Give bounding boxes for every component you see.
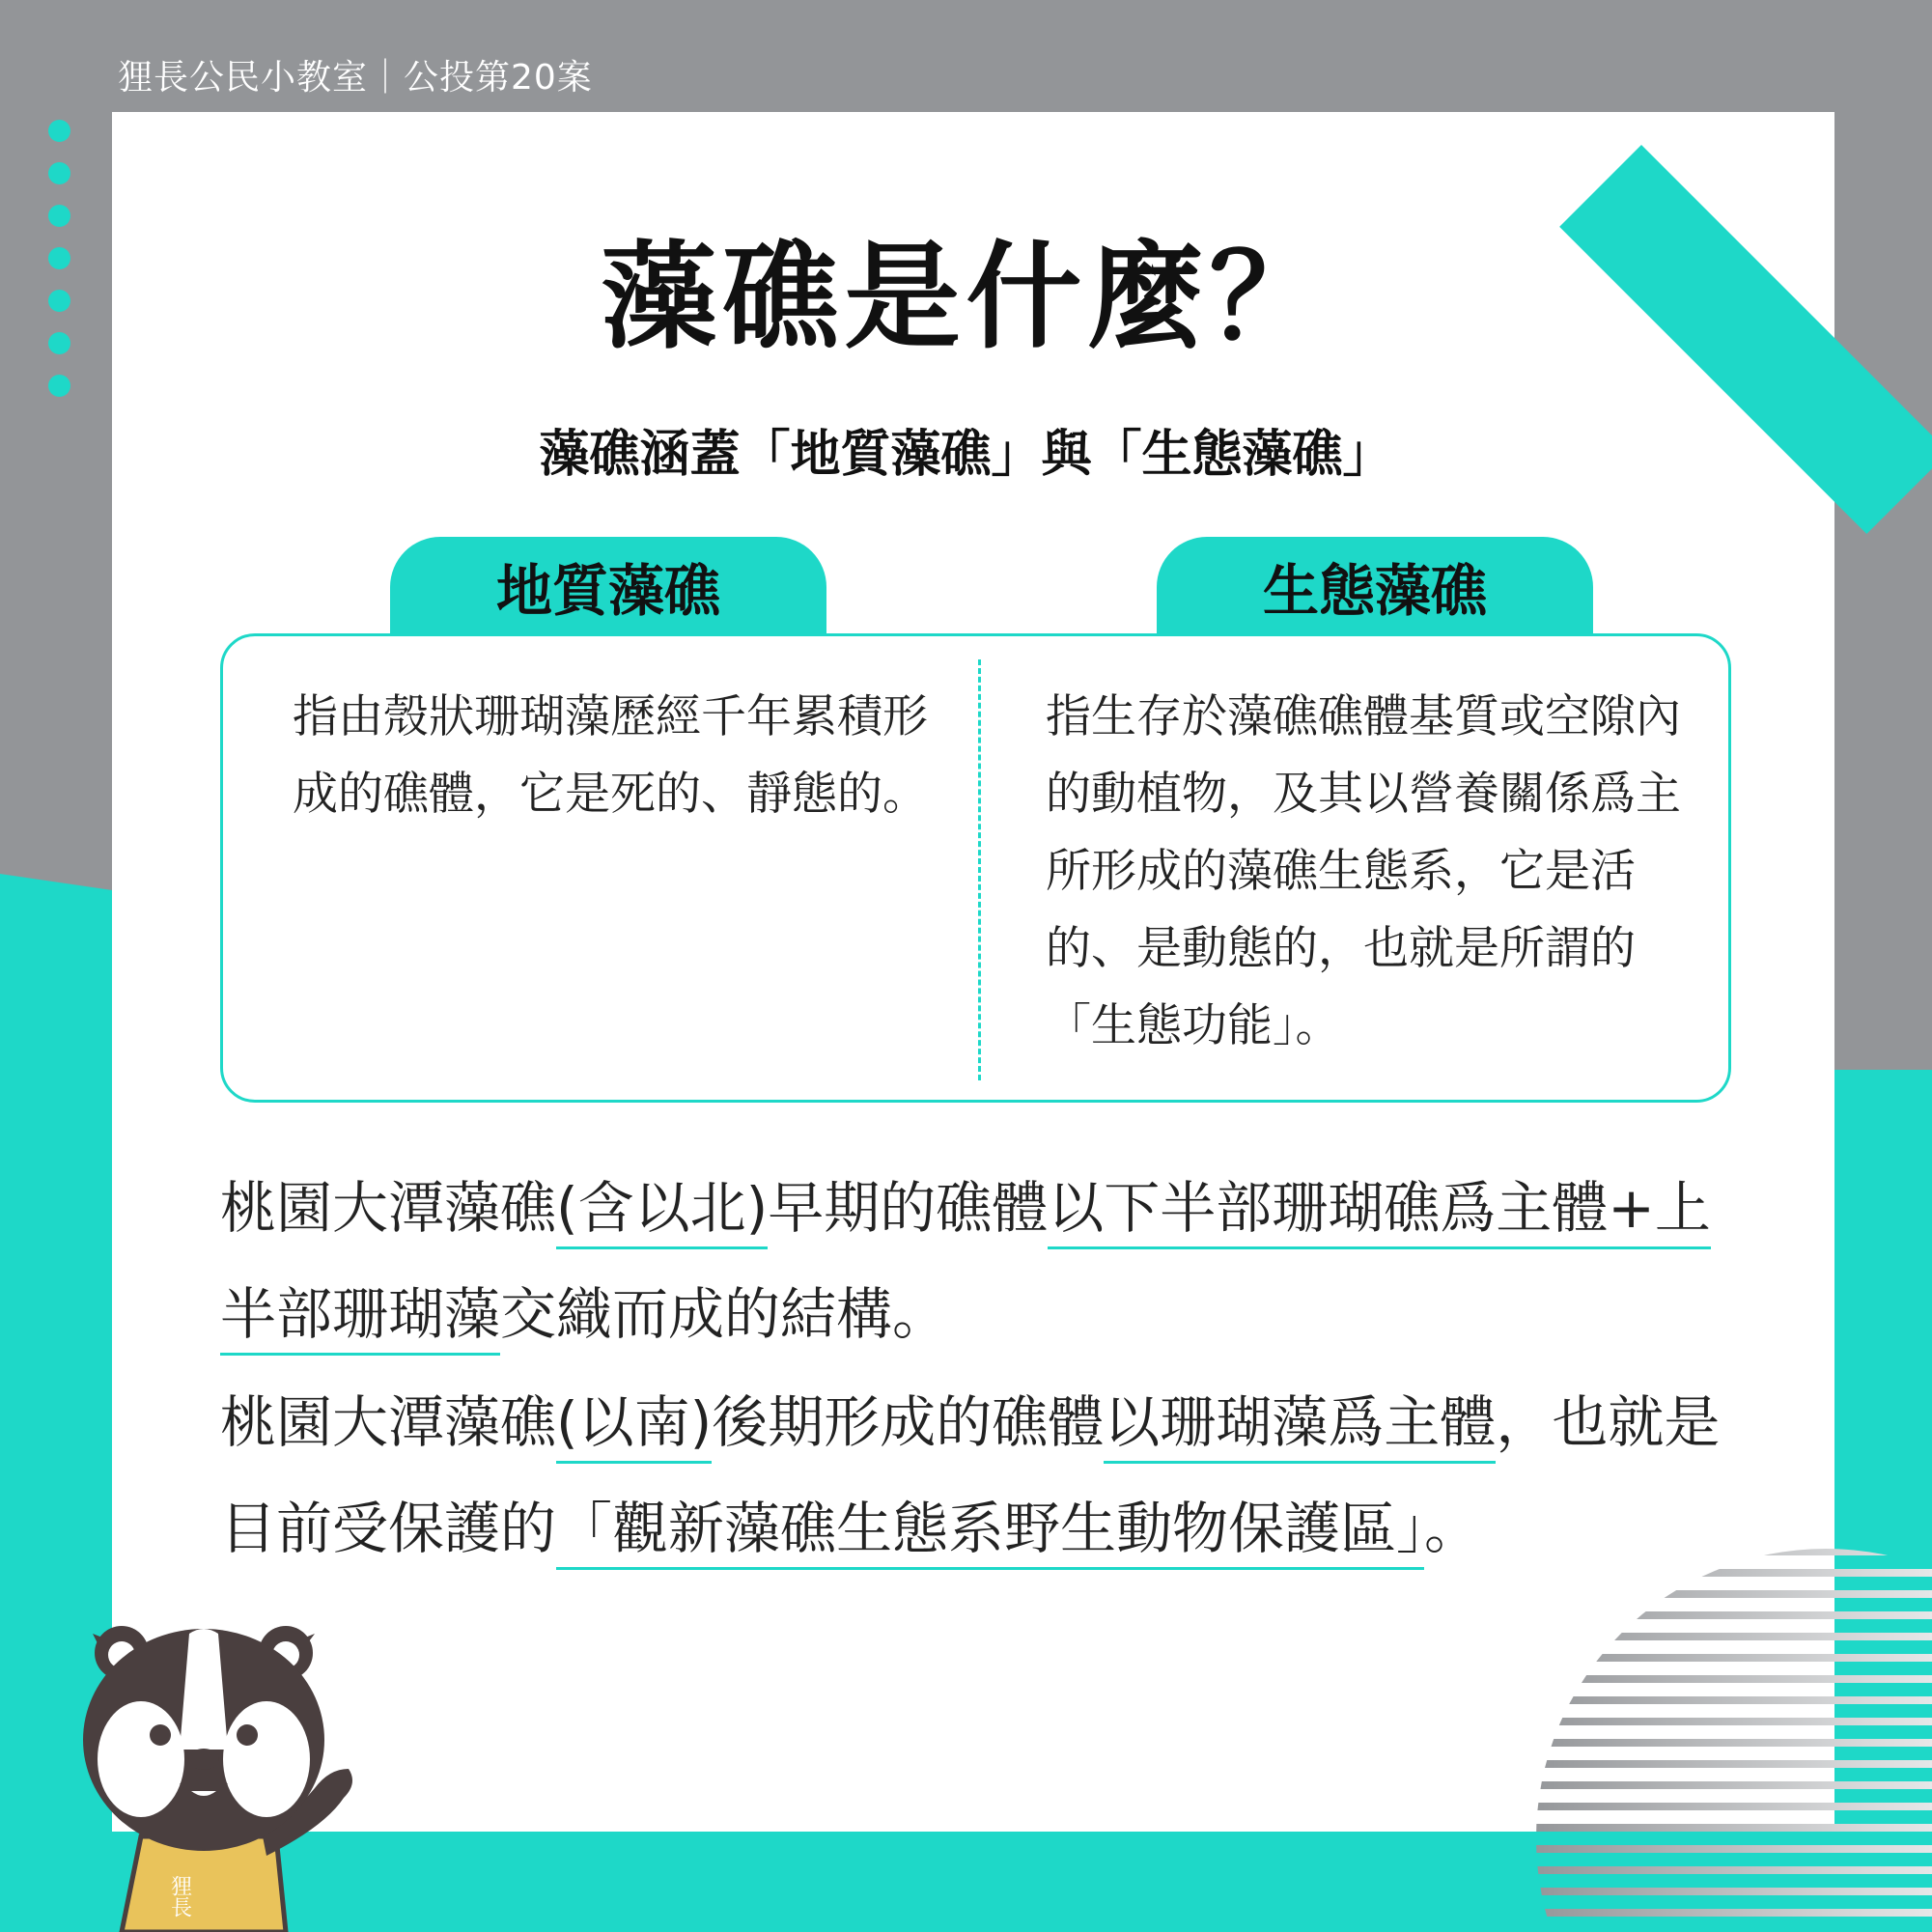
geological-reef-description: 指由殼狀珊瑚藻歷經千年累積形成的礁體，它是死的、靜態的。 (293, 690, 928, 821)
header-breadcrumb: 狸長公民小教室｜公投第20案 (118, 58, 593, 98)
paragraph-north-reef: 桃園大潭藻礁(含以北)早期的礁體以下半部珊瑚礁爲主體+上半部珊瑚藻交織而成的結構。 (220, 1155, 1765, 1367)
highlight-north: (含以北) (556, 1175, 768, 1249)
decorative-stripes (1526, 1544, 1932, 1932)
page-subtitle: 藻礁涵蓋「地質藻礁」與「生態藻礁」 (539, 426, 1393, 484)
tab-ecological-reef: 生態藻礁 (1157, 537, 1593, 635)
ecological-reef-description: 指生存於藻礁礁體基質或空隙內的動植物，及其以營養關係爲主所形成的藻礁生態系，它是活的、是動態的，也就是所謂的「生態功能」。 (1046, 690, 1681, 1052)
comparison-box (220, 633, 1731, 1103)
page-title: 藻礁是什麼？ (601, 231, 1331, 365)
badger-mascot (83, 1614, 373, 1932)
paragraph-south-reef: 桃園大潭藻礁(以南)後期形成的礁體以珊瑚藻爲主體，也就是目前受保護的「觀新藻礁生態系野生動物保護區」。 (220, 1369, 1765, 1582)
highlight-lower-coral-reef: 以下半部珊瑚礁爲主體+上半部珊瑚藻 (220, 1175, 1711, 1356)
tab-geological-reef: 地質藻礁 (390, 537, 826, 635)
highlight-south: (以南) (556, 1389, 712, 1464)
dashed-divider (978, 659, 981, 1080)
highlight-coralline-algae: 以珊瑚藻爲主體 (1104, 1389, 1496, 1464)
highlight-protected-area: 「觀新藻礁生態系野生動物保護區」 (556, 1496, 1424, 1570)
mascot-badge-text: 狸長 (167, 1875, 192, 1918)
